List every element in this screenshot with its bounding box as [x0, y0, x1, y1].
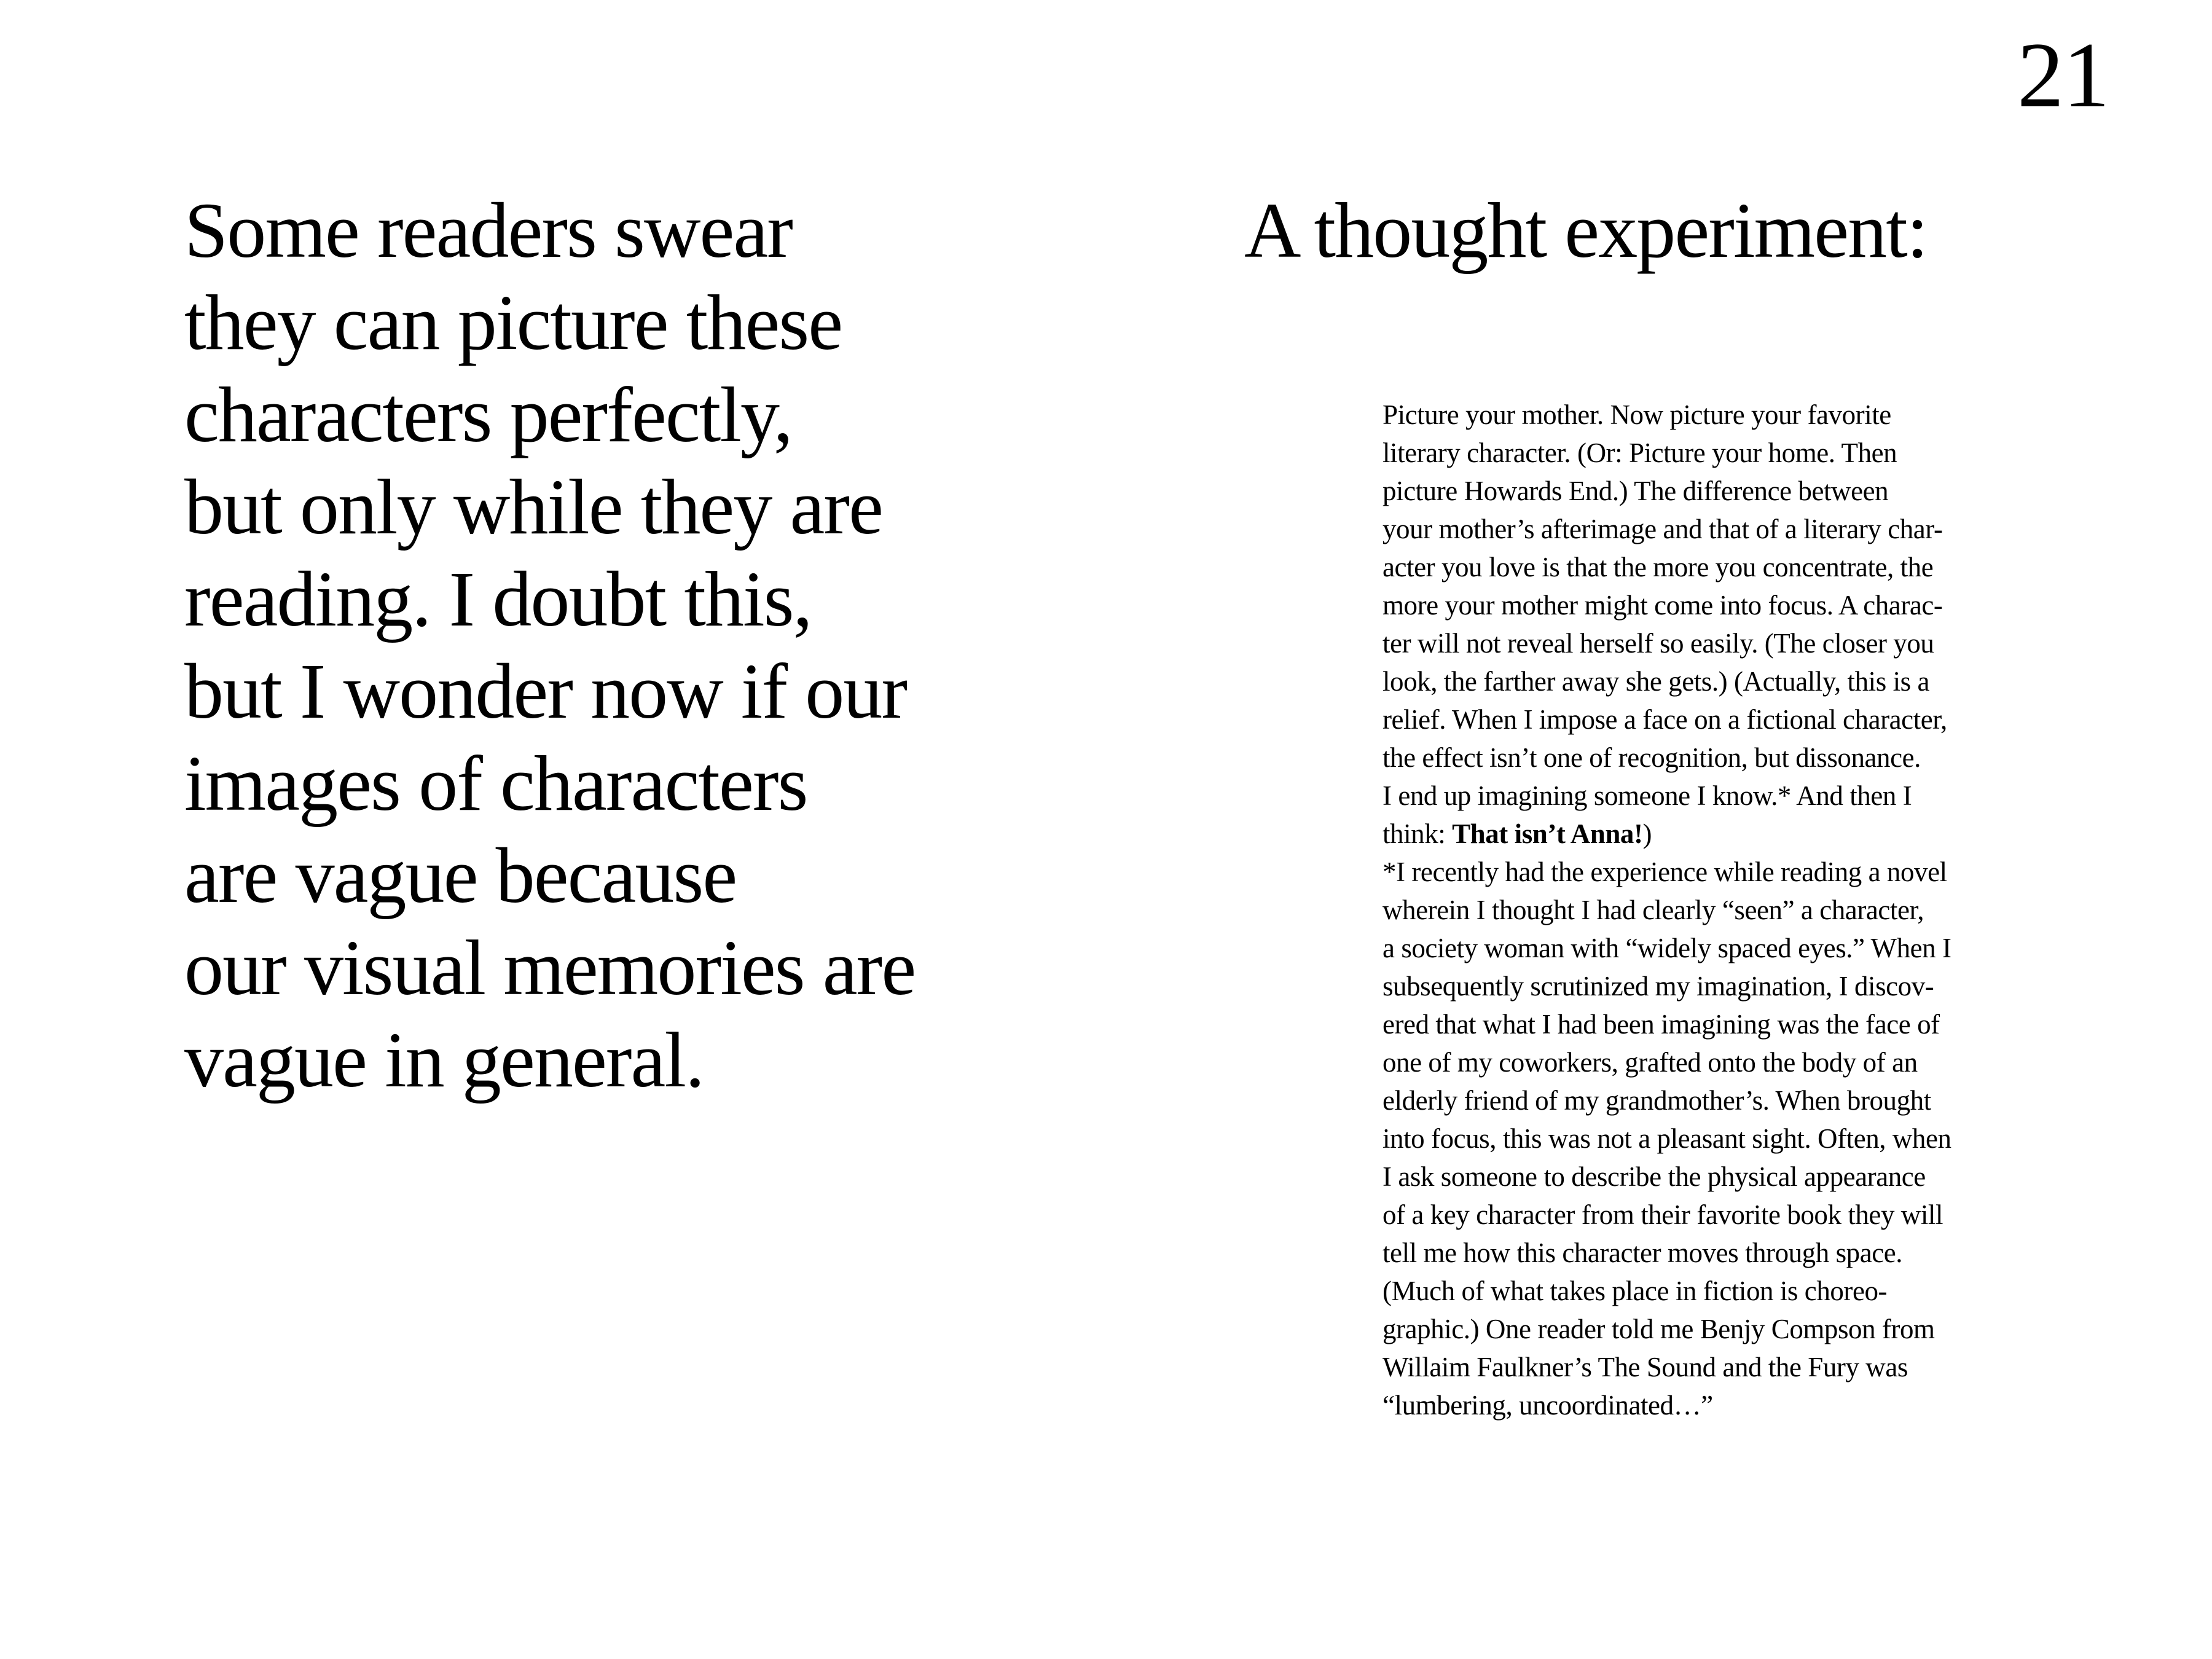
text-line: but only while they are: [184, 463, 882, 551]
text-line: characters perfectly,: [184, 371, 792, 458]
text-line: I end up imagining someone I know.* And then I: [1382, 780, 1912, 811]
text-line: one of my coworkers, grafted onto the body of an: [1382, 1047, 1918, 1078]
text-line: Willaim Faulkner’s The Sound and the Fury was: [1382, 1352, 1908, 1382]
text-line: ter will not reveal herself so easily. (The closer you: [1382, 628, 1934, 659]
text-line: acter you love is that the more you concentrate, the: [1382, 552, 1934, 582]
text-line: vague in general.: [184, 1016, 704, 1104]
text-line: of a key character from their favorite book they will: [1382, 1199, 1943, 1230]
text-line: (Much of what takes place in fiction is choreo-: [1382, 1276, 1888, 1306]
text-line: graphic.) One reader told me Benjy Compson from: [1382, 1314, 1935, 1344]
text-line: elderly friend of my grandmother’s. When brought: [1382, 1085, 1931, 1116]
text-line: images of characters: [184, 740, 807, 827]
text-line: but I wonder now if our: [184, 648, 907, 735]
text-line: they can picture these: [184, 279, 842, 366]
text-line: are vague because: [184, 832, 737, 919]
left-statement: [184, 184, 915, 1106]
text-line: I ask someone to describe the physical appearance: [1382, 1161, 1926, 1192]
text-line: the effect isn’t one of recognition, but dissonance.: [1382, 742, 1921, 773]
text-line: relief. When I impose a face on a fictional character,: [1382, 704, 1947, 735]
text-line: Some readers swear: [184, 187, 793, 274]
text-line: our visual memories are: [184, 924, 916, 1011]
text-line: literary character. (Or: Picture your home. Then: [1382, 437, 1897, 468]
text-line: a society woman with “widely spaced eyes.” When I: [1382, 933, 1951, 963]
text-line: wherein I thought I had clearly “seen” a character,: [1382, 895, 1924, 925]
text-line: more your mother might come into focus. A charac-: [1382, 590, 1943, 621]
thought-experiment-body: [1382, 396, 1951, 1424]
text-line: tell me how this character moves through space.: [1382, 1237, 1903, 1268]
text-line: reading. I doubt this,: [184, 555, 812, 643]
text-line: “lumbering, uncoordinated…”: [1382, 1390, 1713, 1421]
text-line: look, the farther away she gets.) (Actually, this is a: [1382, 666, 1930, 697]
text-line: think: That isn’t Anna!): [1382, 818, 1652, 849]
text-line: into focus, this was not a pleasant sight. Often, when: [1382, 1123, 1951, 1154]
text-line: ered that what I had been imagining was the face of: [1382, 1009, 1940, 1040]
page-number: 21: [2017, 23, 2109, 127]
text-line: picture Howards End.) The difference between: [1382, 476, 1889, 506]
text-line: Picture your mother. Now picture your favorite: [1382, 399, 1891, 430]
bold-text: That isn’t Anna!: [1452, 818, 1643, 849]
text-line: subsequently scrutinized my imagination, I discov-: [1382, 971, 1934, 1002]
thought-experiment-heading: A thought experiment:: [1244, 187, 1928, 274]
text-line: your mother’s afterimage and that of a literary char-: [1382, 514, 1943, 544]
text-line: *I recently had the experience while reading a novel: [1382, 857, 1947, 887]
